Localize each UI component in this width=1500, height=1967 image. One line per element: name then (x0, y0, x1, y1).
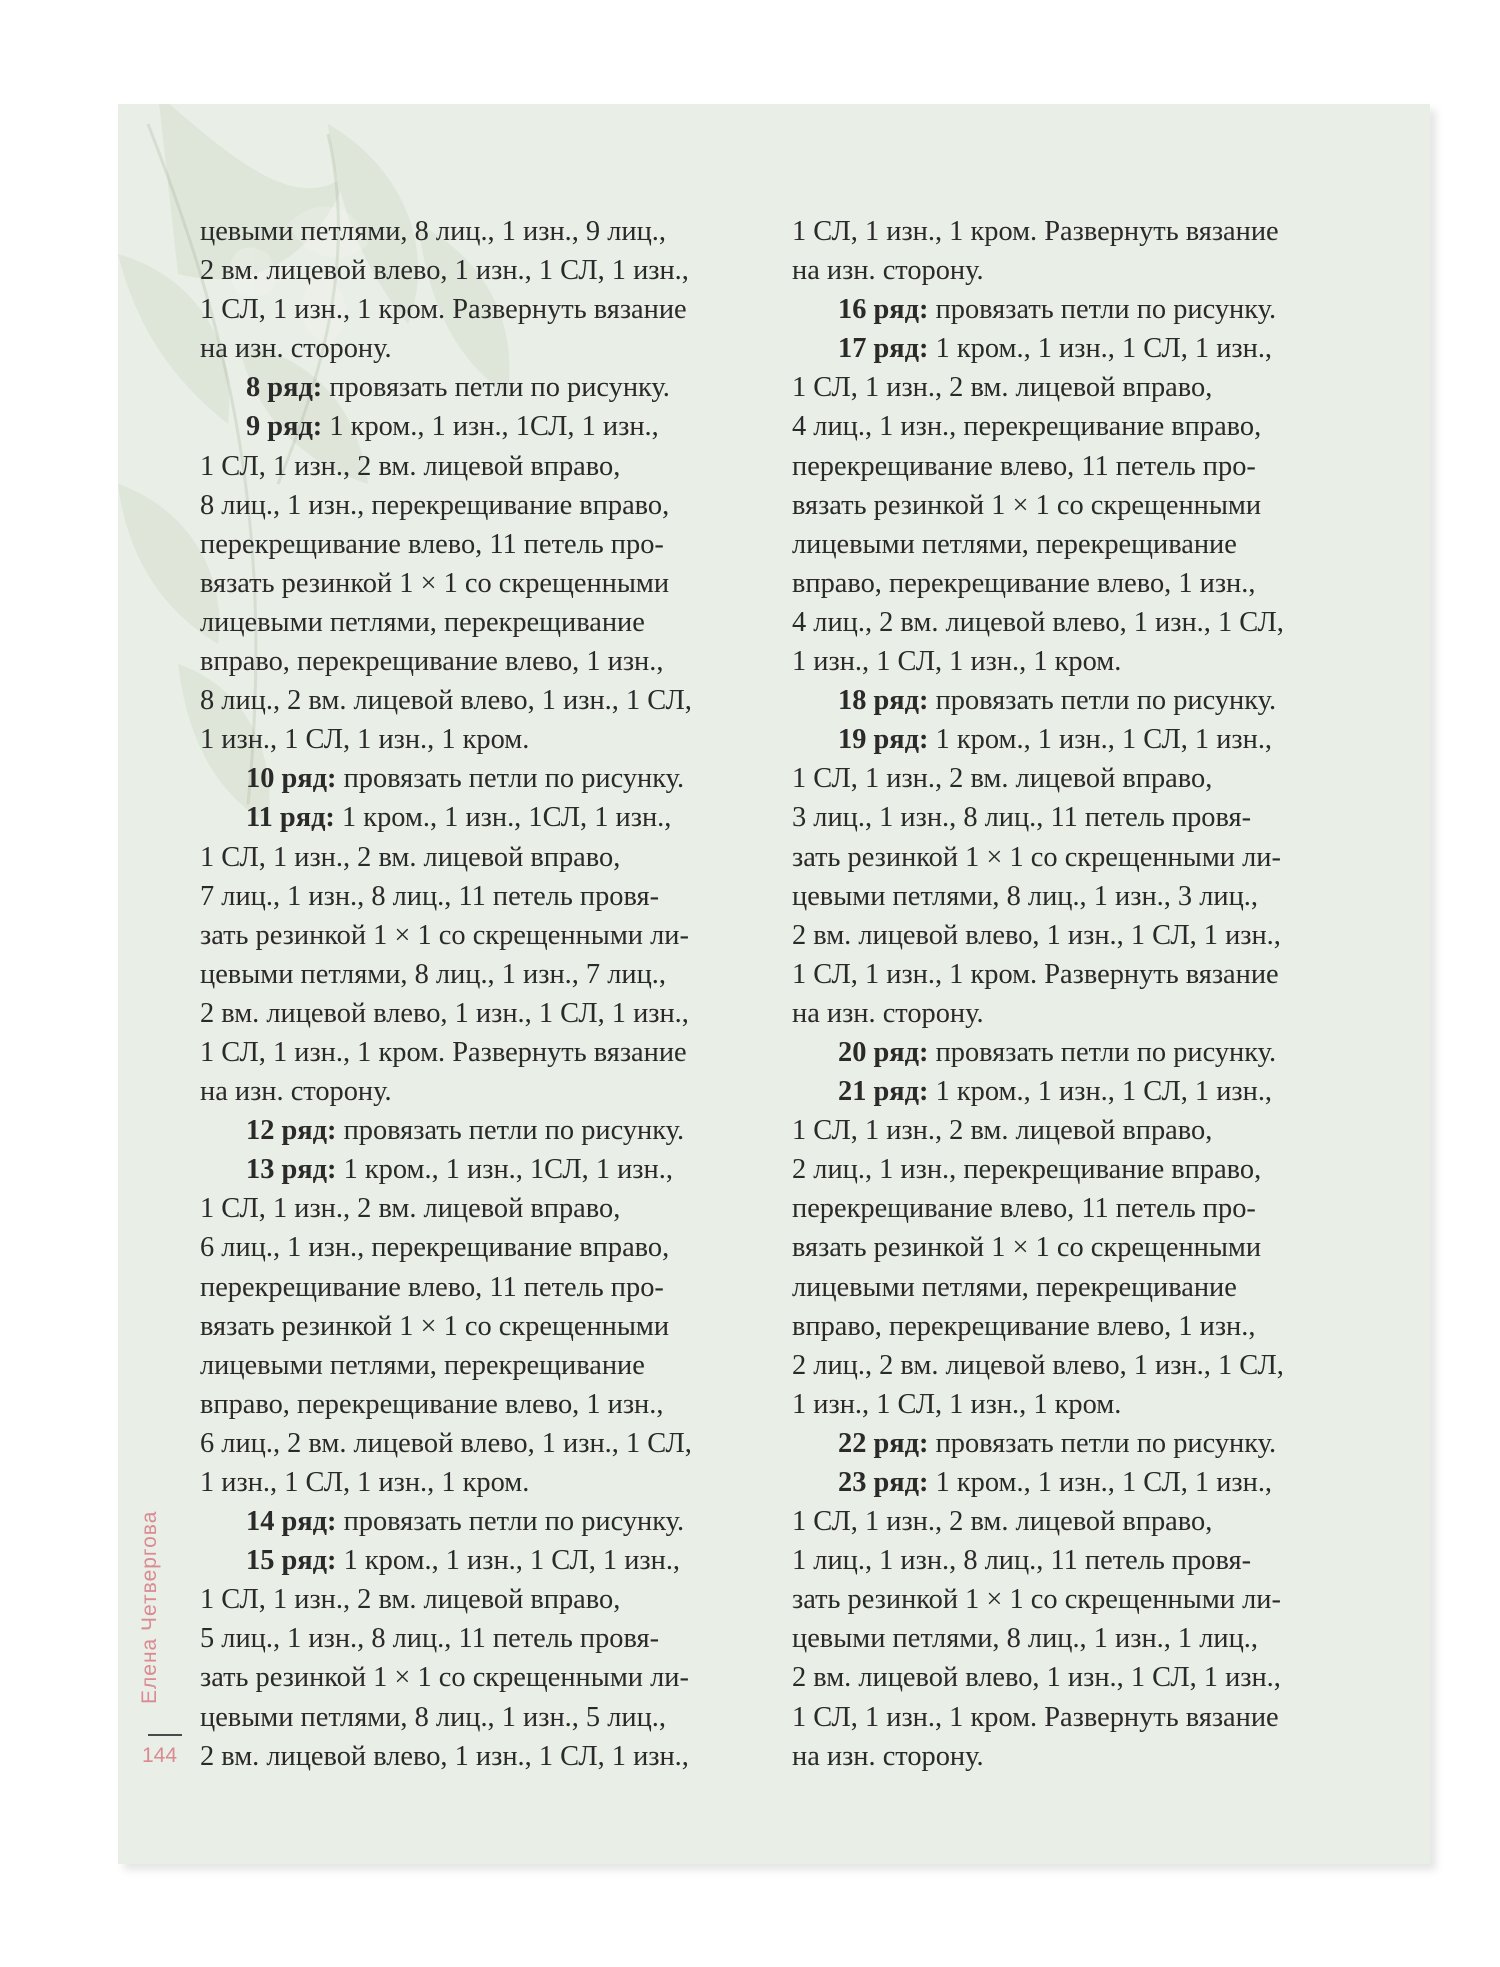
text-line (792, 1580, 1284, 1619)
line-text: вязать резинкой 1 × 1 со скрещенными (200, 567, 670, 599)
line-text: зать резинкой 1 × 1 со скрещенными ли- (200, 919, 689, 951)
line-text: провязать петли по рисунку. (928, 294, 1277, 326)
text-line (792, 1463, 1284, 1502)
line-text: провязать петли по рисунку. (928, 1036, 1277, 1068)
text-line (792, 1346, 1284, 1385)
text-line (792, 368, 1284, 407)
text-line (792, 1658, 1284, 1697)
line-text: провязать петли по рисунку. (336, 1506, 685, 1538)
text-line (200, 1385, 692, 1424)
text-line (200, 1619, 692, 1658)
text-line (792, 1698, 1284, 1737)
line-text: 6 лиц., 2 вм. лицевой влево, 1 изн., 1 СЛ, (200, 1427, 692, 1459)
line-text: 1 СЛ, 1 изн., 1 кром. Развернуть вязание (792, 1701, 1279, 1733)
line-text: цевыми петлями, 8 лиц., 1 изн., 9 лиц., (200, 216, 666, 247)
line-text: цевыми петлями, 8 лиц., 1 изн., 7 лиц., (200, 958, 666, 990)
line-text: на изн. сторону. (200, 333, 392, 365)
line-text: вязать резинкой 1 × 1 со скрещенными (200, 1310, 670, 1342)
text-line (200, 838, 692, 877)
book-page (118, 104, 1430, 1864)
text-line (792, 1424, 1284, 1463)
page-number: 144 (142, 1744, 178, 1767)
text-line (792, 564, 1284, 603)
line-text: 1 кром., 1 изн., 1СЛ, 1 изн., (336, 1154, 673, 1186)
line-text: 1 кром., 1 изн., 1 СЛ, 1 изн., (928, 1076, 1273, 1108)
line-text: лицевыми петлями, перекрещивание (200, 606, 645, 638)
text-line (200, 1502, 692, 1541)
text-line (200, 916, 692, 955)
line-text: 1 изн., 1 СЛ, 1 изн., 1 кром. (200, 724, 530, 756)
text-line (200, 1541, 692, 1580)
line-text: вправо, перекрещивание влево, 1 изн., (792, 1310, 1256, 1342)
text-line (792, 407, 1284, 446)
text-line (200, 1033, 692, 1072)
text-line (792, 916, 1284, 955)
line-text: зать резинкой 1 × 1 со скрещенными ли- (792, 841, 1281, 873)
right-column (792, 212, 1284, 1776)
text-line (200, 1268, 692, 1307)
line-text: 2 лиц., 1 изн., перекрещивание вправо, (792, 1154, 1262, 1186)
line-text: 6 лиц., 1 изн., перекрещивание вправо, (200, 1232, 670, 1264)
line-text: провязать петли по рисунку. (928, 1427, 1277, 1459)
text-line (200, 1189, 692, 1228)
row-label: 13 ряд: (246, 1154, 337, 1186)
line-text: вправо, перекрещивание влево, 1 изн., (792, 567, 1256, 599)
line-text: зать резинкой 1 × 1 со скрещенными ли- (792, 1584, 1281, 1616)
text-line (792, 877, 1284, 916)
text-line (200, 994, 692, 1033)
text-line (792, 994, 1284, 1033)
text-line (200, 1346, 692, 1385)
line-text: вправо, перекрещивание влево, 1 изн., (200, 1388, 664, 1420)
line-text: перекрещивание влево, 11 петель про- (792, 450, 1256, 482)
text-line (792, 1502, 1284, 1541)
line-text: 1 СЛ, 1 изн., 2 вм. лицевой вправо, (200, 1584, 621, 1616)
text-line (792, 1737, 1284, 1776)
line-text: 1 лиц., 1 изн., 8 лиц., 11 петель провя- (792, 1545, 1252, 1577)
text-line (200, 525, 692, 564)
text-line (792, 1228, 1284, 1267)
line-text: провязать петли по рисунку. (322, 372, 670, 404)
text-line (792, 1189, 1284, 1228)
text-line (792, 759, 1284, 798)
line-text: на изн. сторону. (792, 255, 984, 287)
line-text: 1 СЛ, 1 изн., 2 вм. лицевой вправо, (792, 1115, 1213, 1147)
text-line (200, 1463, 692, 1502)
text-line (200, 329, 692, 368)
line-text: 1 СЛ, 1 изн., 1 кром. Развернуть вязание (200, 294, 687, 326)
text-line (200, 1424, 692, 1463)
line-text: 1 кром., 1 изн., 1 СЛ, 1 изн., (928, 1467, 1273, 1498)
row-label: 14 ряд: (246, 1506, 337, 1538)
row-label: 23 ряд: (838, 1467, 929, 1498)
line-text: 7 лиц., 1 изн., 8 лиц., 11 петель провя- (200, 880, 660, 912)
text-line (792, 642, 1284, 681)
text-line (200, 1658, 692, 1697)
row-label: 8 ряд: (246, 372, 323, 404)
line-text: перекрещивание влево, 11 петель про- (200, 528, 664, 560)
author-running-head: Елена Четвергова (138, 1510, 161, 1704)
line-text: вязать резинкой 1 × 1 со скрещенными (792, 1232, 1262, 1264)
line-text: вязать резинкой 1 × 1 со скрещенными (792, 489, 1262, 521)
text-line (200, 1072, 692, 1111)
line-text: 1 СЛ, 1 изн., 2 вм. лицевой вправо, (200, 450, 621, 482)
line-text: 2 вм. лицевой влево, 1 изн., 1 СЛ, 1 изн., (792, 919, 1281, 951)
line-text: 1 СЛ, 1 изн., 1 кром. Развернуть вязание (792, 958, 1279, 990)
text-line (792, 1385, 1284, 1424)
line-text: 4 лиц., 2 вм. лицевой влево, 1 изн., 1 СЛ, (792, 606, 1284, 638)
text-line (200, 681, 692, 720)
line-text: 2 лиц., 2 вм. лицевой влево, 1 изн., 1 СЛ, (792, 1349, 1284, 1381)
line-text: 1 изн., 1 СЛ, 1 изн., 1 кром. (200, 1467, 530, 1498)
text-line (200, 603, 692, 642)
line-text: 1 кром., 1 изн., 1 СЛ, 1 изн., (336, 1545, 681, 1577)
text-line (200, 1228, 692, 1267)
row-label: 16 ряд: (838, 294, 929, 326)
text-line (792, 1072, 1284, 1111)
line-text: 8 лиц., 1 изн., перекрещивание вправо, (200, 489, 670, 521)
text-line (200, 720, 692, 759)
text-line (792, 329, 1284, 368)
text-line (200, 1150, 692, 1189)
line-text: перекрещивание влево, 11 петель про- (200, 1271, 664, 1303)
line-text: 1 СЛ, 1 изн., 2 вм. лицевой вправо, (792, 763, 1213, 795)
line-text: 2 вм. лицевой влево, 1 изн., 1 СЛ, 1 изн., (200, 255, 689, 287)
text-line (792, 1150, 1284, 1189)
line-text: цевыми петлями, 8 лиц., 1 изн., 1 лиц., (792, 1623, 1258, 1655)
text-line (792, 1033, 1284, 1072)
row-label: 10 ряд: (246, 763, 337, 795)
text-line (792, 1111, 1284, 1150)
text-line (200, 368, 692, 407)
row-label: 11 ряд: (246, 802, 335, 834)
row-label: 17 ряд: (838, 333, 929, 365)
line-text: 2 вм. лицевой влево, 1 изн., 1 СЛ, 1 изн., (792, 1662, 1281, 1694)
text-line (792, 447, 1284, 486)
line-text: зать резинкой 1 × 1 со скрещенными ли- (200, 1662, 689, 1694)
text-line (792, 1268, 1284, 1307)
line-text: цевыми петлями, 8 лиц., 1 изн., 5 лиц., (200, 1701, 666, 1733)
text-line (200, 251, 692, 290)
text-line (200, 407, 692, 446)
line-text: 1 СЛ, 1 изн., 2 вм. лицевой вправо, (200, 841, 621, 873)
text-line (792, 1307, 1284, 1346)
text-line (792, 720, 1284, 759)
row-label: 22 ряд: (838, 1427, 929, 1459)
text-line (792, 1541, 1284, 1580)
line-text: на изн. сторону. (792, 997, 984, 1029)
line-text: 1 кром., 1 изн., 1 СЛ, 1 изн., (928, 724, 1273, 756)
line-text: вправо, перекрещивание влево, 1 изн., (200, 646, 664, 678)
line-text: 1 кром., 1 изн., 1СЛ, 1 изн., (322, 411, 659, 443)
text-line (200, 1698, 692, 1737)
row-label: 20 ряд: (838, 1036, 929, 1068)
line-text: 1 изн., 1 СЛ, 1 изн., 1 кром. (792, 1388, 1122, 1420)
left-column (200, 212, 692, 1776)
text-line (200, 486, 692, 525)
text-line (792, 681, 1284, 720)
text-line (200, 564, 692, 603)
line-text: перекрещивание влево, 11 петель про- (792, 1193, 1256, 1225)
line-text: провязать петли по рисунку. (336, 1115, 685, 1147)
text-line (200, 1307, 692, 1346)
line-text: лицевыми петлями, перекрещивание (792, 528, 1237, 560)
line-text: на изн. сторону. (200, 1076, 392, 1108)
text-line (200, 212, 692, 251)
text-line (792, 603, 1284, 642)
text-line (792, 525, 1284, 564)
text-line (200, 877, 692, 916)
line-text: 2 вм. лицевой влево, 1 изн., 1 СЛ, 1 изн., (200, 1740, 689, 1772)
text-line (200, 1580, 692, 1619)
row-label: 21 ряд: (838, 1076, 929, 1108)
text-line (200, 955, 692, 994)
line-text: 1 СЛ, 1 изн., 2 вм. лицевой вправо, (792, 1506, 1213, 1538)
line-text: 1 СЛ, 1 изн., 1 кром. Развернуть вязание (792, 216, 1279, 247)
line-text: 1 СЛ, 1 изн., 2 вм. лицевой вправо, (200, 1193, 621, 1225)
text-line (792, 838, 1284, 877)
text-line (200, 1737, 692, 1776)
row-label: 19 ряд: (838, 724, 929, 756)
text-line (792, 212, 1284, 251)
line-text: 1 СЛ, 1 изн., 2 вм. лицевой вправо, (792, 372, 1213, 404)
text-line (200, 447, 692, 486)
line-text: 8 лиц., 2 вм. лицевой влево, 1 изн., 1 СЛ, (200, 685, 692, 717)
text-line (200, 642, 692, 681)
text-line (200, 759, 692, 798)
text-line (792, 798, 1284, 837)
line-text: 5 лиц., 1 изн., 8 лиц., 11 петель провя- (200, 1623, 660, 1655)
line-text: 2 вм. лицевой влево, 1 изн., 1 СЛ, 1 изн., (200, 997, 689, 1029)
row-label: 18 ряд: (838, 685, 929, 717)
folio-rule (148, 1734, 182, 1736)
row-label: 9 ряд: (246, 411, 323, 443)
line-text: лицевыми петлями, перекрещивание (200, 1349, 645, 1381)
line-text: цевыми петлями, 8 лиц., 1 изн., 3 лиц., (792, 880, 1258, 912)
line-text: 1 кром., 1 изн., 1 СЛ, 1 изн., (928, 333, 1273, 365)
text-line (200, 798, 692, 837)
text-line (200, 1111, 692, 1150)
line-text: на изн. сторону. (792, 1740, 984, 1772)
text-line (792, 955, 1284, 994)
text-line (792, 290, 1284, 329)
row-label: 12 ряд: (246, 1115, 337, 1147)
line-text: 1 СЛ, 1 изн., 1 кром. Развернуть вязание (200, 1036, 687, 1068)
line-text: 1 кром., 1 изн., 1СЛ, 1 изн., (334, 802, 672, 834)
line-text: провязать петли по рисунку. (336, 763, 685, 795)
text-line (792, 1619, 1284, 1658)
line-text: 3 лиц., 1 изн., 8 лиц., 11 петель провя- (792, 802, 1252, 834)
text-line (200, 290, 692, 329)
line-text: лицевыми петлями, перекрещивание (792, 1271, 1237, 1303)
line-text: 1 изн., 1 СЛ, 1 изн., 1 кром. (792, 646, 1122, 678)
row-label: 15 ряд: (246, 1545, 337, 1577)
text-line (792, 251, 1284, 290)
text-line (792, 486, 1284, 525)
line-text: провязать петли по рисунку. (928, 685, 1277, 717)
line-text: 4 лиц., 1 изн., перекрещивание вправо, (792, 411, 1262, 443)
